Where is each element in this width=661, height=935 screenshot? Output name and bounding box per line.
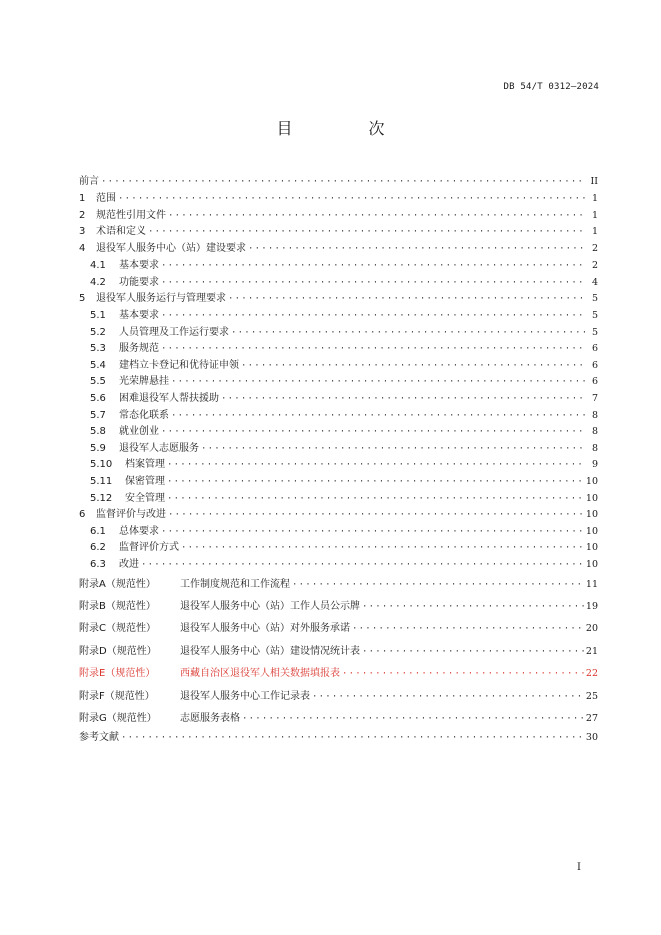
toc-entry[interactable] [79,341,598,358]
toc-entry-page: 25 [585,690,598,702]
toc-leader-dots [161,341,586,358]
toc-entry-label: 光荣牌悬挂 [119,376,169,388]
toc-entry-number: 6.1 [90,525,106,537]
toc-entry-appendix-prefix: 附录E（规范性） [79,668,156,680]
toc-entry-appendix-prefix: 附录D（规范性） [79,645,157,657]
toc-entry-page: 9 [591,459,598,471]
toc-entry-label: 退役军人服务运行与管理要求 [96,293,226,305]
toc-leader-dots [362,596,584,618]
toc-entry[interactable] [79,708,598,730]
toc-entry-page: 5 [591,309,598,321]
toc-entry-page: 20 [585,623,598,635]
toc-entry-appendix-prefix: 附录A（规范性） [79,578,156,590]
toc-entry-label: 保密管理 [125,475,165,487]
toc-entry[interactable] [79,258,598,275]
toc-entry-number: 5.12 [90,492,113,504]
toc-leader-dots [248,241,586,258]
toc-entry-page: 6 [591,359,598,371]
toc-entry[interactable] [79,507,598,524]
toc-entry-page: 30 [585,732,598,744]
toc-entry-number: 5.3 [90,343,106,355]
page-title: 目 次 [276,119,415,138]
toc-leader-dots [292,574,584,596]
toc-leader-dots [161,258,586,275]
toc-entry-page: 10 [585,542,598,554]
toc-entry-label: 安全管理 [125,492,165,504]
toc-entry[interactable] [79,424,598,441]
toc-leader-dots [168,507,584,524]
toc-leader-dots [362,641,584,663]
toc-entry-label: 建档立卡登记和优待证申领 [119,359,239,371]
toc-entry-page: 2 [591,243,598,255]
toc-entry[interactable] [79,358,598,375]
toc-entry[interactable] [79,540,598,557]
toc-entry-page: 11 [585,578,598,590]
toc-entry-page: 19 [585,601,598,613]
toc-entry-label: 退役军人服务中心（站）建设要求 [96,243,246,255]
toc-entry-number: 3 [79,226,86,238]
toc-entry-number: 4.1 [90,259,106,271]
toc-leader-dots [161,424,586,441]
toc-entry[interactable] [79,224,598,241]
toc-leader-dots [228,291,586,308]
toc-entry-number: 5.8 [90,426,106,438]
toc-leader-dots [148,224,586,241]
toc-entry[interactable] [79,524,598,541]
toc-entry-label: 常态化联系 [119,409,169,421]
toc-entry[interactable] [79,308,598,325]
toc-leader-dots [221,391,586,408]
toc-entry-number: 6 [79,509,86,521]
toc-entry[interactable] [79,618,598,640]
toc-entry-label: 退役军人服务中心（站）建设情况统计表 [180,645,360,657]
toc-entry-label: 基本要求 [119,259,159,271]
toc-entry-number: 6.3 [90,559,106,571]
toc-entry-label: 前言 [79,176,99,187]
toc-entry-page: 8 [591,409,598,421]
toc-entry[interactable] [79,730,598,747]
toc-entry-page: 8 [591,426,598,438]
toc-entry[interactable] [79,663,598,685]
toc-entry-label: 志愿服务表格 [180,713,240,725]
toc-entry-page: 5 [591,326,598,338]
toc-entry[interactable] [79,325,598,342]
toc-entry-appendix-prefix: 附录C（规范性） [79,623,156,635]
toc-entry-number: 4 [79,243,86,255]
toc-entry-appendix-prefix: 附录B（规范性） [79,601,156,613]
table-of-contents [79,174,598,747]
toc-entry-page: 7 [591,392,598,404]
toc-entry-label: 规范性引用文件 [96,209,166,221]
toc-entry-number: 5.1 [90,309,106,321]
toc-leader-dots [181,540,584,557]
toc-entry-label: 改进 [119,559,139,571]
toc-entry[interactable] [79,474,598,491]
toc-entry-label: 就业创业 [119,426,159,438]
toc-leader-dots [161,308,586,325]
toc-leader-dots [167,474,584,491]
toc-entry-number: 5.11 [90,475,113,487]
toc-entry-appendix-prefix: 附录F（规范性） [79,690,155,702]
toc-entry-number: 1 [79,192,86,204]
toc-entry-number: 5.5 [90,376,106,388]
toc-entry[interactable] [79,686,598,708]
toc-entry-page: 6 [591,343,598,355]
toc-entry-label: 退役军人服务中心（站）工作人员公示牌 [180,601,360,613]
toc-entry[interactable] [79,191,598,208]
toc-entry-page: 10 [585,509,598,521]
toc-entry-label: 参考文献 [79,732,119,744]
page-number: I [577,862,581,873]
toc-entry-page: 8 [591,442,598,454]
toc-entry-label: 监督评价与改进 [96,509,166,521]
toc-entry-label: 基本要求 [119,309,159,321]
toc-entry-page: 4 [591,276,598,288]
toc-entry-page: 21 [585,645,598,657]
toc-entry[interactable] [79,174,598,191]
toc-entry[interactable] [79,457,598,474]
toc-entry-number: 6.2 [90,542,106,554]
toc-entry-page: 1 [591,192,598,204]
toc-entry-label: 功能要求 [119,276,159,288]
toc-entry-number: 5.10 [90,459,113,471]
toc-entry[interactable] [79,408,598,425]
toc-entry-page: 10 [585,475,598,487]
toc-entry-page: 10 [585,525,598,537]
toc-entry-label: 档案管理 [125,459,165,471]
toc-entry-label: 总体要求 [119,525,159,537]
toc-entry-label: 术语和定义 [96,226,146,238]
toc-entry[interactable] [79,208,598,225]
toc-leader-dots [118,191,586,208]
toc-entry-label: 服务规范 [119,343,159,355]
toc-leader-dots [312,686,584,708]
toc-leader-dots [352,618,584,640]
toc-entry-page: 27 [585,713,598,725]
toc-entry-number: 5.9 [90,442,106,454]
toc-entry-appendix-prefix: 附录G（规范性） [79,713,157,725]
toc-entry-page: 10 [585,559,598,571]
toc-entry-label: 人员管理及工作运行要求 [119,326,229,338]
toc-leader-dots [168,208,586,225]
toc-entry[interactable] [79,391,598,408]
toc-entry[interactable] [79,641,598,663]
toc-entry-label: 困难退役军人帮扶援助 [119,392,219,404]
toc-entry-page: II [590,176,598,187]
toc-entry[interactable] [79,557,598,574]
toc-leader-dots [121,730,584,747]
toc-leader-dots [201,441,586,458]
toc-entry-number: 5.4 [90,359,106,371]
toc-entry-label: 监督评价方式 [119,542,179,554]
toc-entry[interactable] [79,596,598,618]
toc-entry-page: 6 [591,376,598,388]
toc-entry-label: 范围 [96,192,116,204]
toc-entry-label: 西藏自治区退役军人相关数据填报表 [180,668,340,680]
toc-leader-dots [161,275,586,292]
toc-entry-label: 退役军人服务中心工作记录表 [180,690,310,702]
toc-leader-dots [171,408,586,425]
toc-leader-dots [171,374,586,391]
toc-entry[interactable] [79,291,598,308]
toc-entry[interactable] [79,574,598,596]
toc-leader-dots [241,358,586,375]
toc-leader-dots [161,524,584,541]
toc-entry-number: 5 [79,293,86,305]
toc-entry-number: 5.7 [90,409,106,421]
toc-entry[interactable] [79,241,598,258]
toc-leader-dots [342,663,584,685]
toc-entry[interactable] [79,374,598,391]
toc-leader-dots [167,457,586,474]
toc-entry[interactable] [79,491,598,508]
toc-entry[interactable] [79,275,598,292]
toc-entry-page: 5 [591,293,598,305]
toc-leader-dots [242,708,584,730]
toc-entry-number: 5.2 [90,326,106,338]
toc-entry-number: 5.6 [90,392,106,404]
toc-entry-number: 4.2 [90,276,106,288]
toc-entry-page: 22 [585,668,598,680]
toc-entry-page: 1 [591,209,598,221]
toc-entry[interactable] [79,441,598,458]
toc-entry-label: 退役军人服务中心（站）对外服务承诺 [180,623,350,635]
toc-leader-dots [101,174,586,191]
toc-entry-label: 工作制度规范和工作流程 [180,578,290,590]
toc-entry-label: 退役军人志愿服务 [119,442,199,454]
toc-leader-dots [167,491,584,508]
toc-leader-dots [231,325,586,342]
toc-leader-dots [141,557,584,574]
toc-entry-page: 10 [585,492,598,504]
toc-entry-page: 2 [591,259,598,271]
toc-entry-number: 2 [79,209,86,221]
toc-entry-page: 1 [591,226,598,238]
document-id: DB 54/T 0312—2024 [503,82,599,92]
